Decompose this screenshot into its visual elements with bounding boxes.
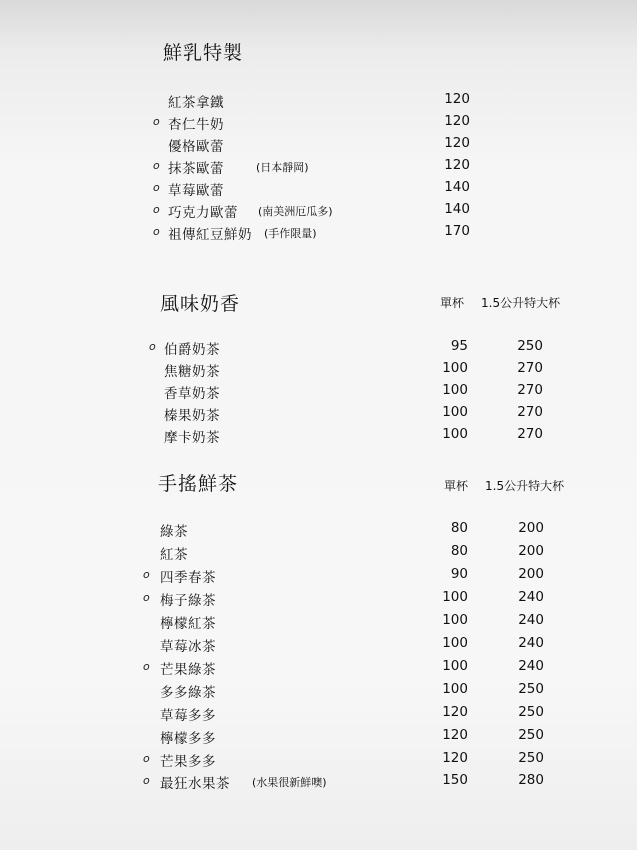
item-name: 摩卡奶茶 [164, 430, 220, 446]
item-large-price: 200 [518, 543, 544, 559]
menu-row [0, 679, 637, 701]
item-large-price: 240 [518, 589, 544, 605]
item-name: 紅茶 [160, 547, 188, 563]
column-header-large: 1.5公升特大杯 [485, 479, 565, 493]
item-name: 焦糖奶茶 [164, 364, 220, 380]
menu-row [0, 402, 637, 424]
menu-row [0, 177, 637, 199]
item-price: 95 [450, 338, 468, 354]
item-price: 120 [442, 704, 468, 720]
menu-row [0, 89, 637, 111]
item-name: 香草奶茶 [164, 386, 220, 402]
item-price: 100 [442, 658, 468, 674]
item-name: 綠茶 [160, 524, 188, 540]
item-price: 100 [442, 635, 468, 651]
menu-row [0, 725, 637, 747]
mark-o: o [143, 774, 150, 787]
item-price: 120 [444, 157, 470, 173]
item-price: 100 [442, 426, 468, 442]
menu-row [0, 633, 637, 655]
menu-row [0, 133, 637, 155]
item-name: 芒果綠茶 [160, 662, 216, 678]
menu-row [0, 221, 637, 243]
item-large-price: 250 [517, 338, 543, 354]
item-price: 150 [442, 772, 468, 788]
item-price: 100 [442, 382, 468, 398]
item-name: 芒果多多 [160, 754, 216, 770]
menu-row [0, 564, 637, 586]
item-name: 杏仁牛奶 [168, 117, 224, 133]
item-price: 100 [442, 360, 468, 376]
item-name: 四季春茶 [160, 570, 216, 586]
item-large-price: 240 [518, 658, 544, 674]
item-name: 梅子綠茶 [160, 593, 216, 609]
item-price: 100 [442, 589, 468, 605]
mark-o: o [153, 225, 160, 238]
menu-row [0, 702, 637, 724]
menu-row [0, 610, 637, 632]
item-large-price: 270 [517, 426, 543, 442]
section-title-fresh-tea: 手搖鮮茶 [158, 473, 239, 495]
item-name: 巧克力歐蕾 [168, 205, 238, 221]
menu-row [0, 656, 637, 678]
item-name: 草莓歐蕾 [168, 183, 224, 199]
item-large-price: 240 [518, 635, 544, 651]
item-large-price: 250 [518, 704, 544, 720]
item-large-price: 250 [518, 681, 544, 697]
menu-row [0, 518, 637, 540]
item-price: 140 [444, 201, 470, 217]
column-header-single: 單杯 [440, 296, 465, 310]
item-note: (手作限量) [264, 227, 317, 240]
item-name: 草莓冰茶 [160, 639, 216, 655]
item-large-price: 240 [518, 612, 544, 628]
item-name: 抹茶歐蕾 [168, 161, 224, 177]
column-header-large: 1.5公升特大杯 [481, 296, 561, 310]
menu-row [0, 380, 637, 402]
item-price: 100 [442, 612, 468, 628]
item-name: 伯爵奶茶 [164, 342, 220, 358]
item-name: 祖傳紅豆鮮奶 [168, 227, 252, 243]
item-name: 最狂水果茶 [160, 776, 230, 792]
section-title-fresh-milk: 鮮乳特製 [163, 42, 244, 64]
item-price: 80 [450, 543, 468, 559]
item-price: 120 [444, 91, 470, 107]
item-large-price: 200 [518, 566, 544, 582]
item-note: (日本靜岡) [256, 161, 309, 174]
column-header-single: 單杯 [444, 479, 469, 493]
item-price: 120 [444, 135, 470, 151]
item-name: 檸檬多多 [160, 731, 216, 747]
item-name: 檸檬紅茶 [160, 616, 216, 632]
item-name: 榛果奶茶 [164, 408, 220, 424]
item-price: 120 [442, 727, 468, 743]
mark-o: o [143, 591, 150, 604]
item-name: 紅茶拿鐵 [168, 95, 224, 111]
menu-row [0, 541, 637, 563]
item-large-price: 270 [517, 382, 543, 398]
mark-o: o [149, 340, 156, 353]
item-large-price: 250 [518, 750, 544, 766]
item-name: 優格歐蕾 [168, 139, 224, 155]
mark-o: o [143, 660, 150, 673]
item-price: 120 [444, 113, 470, 129]
section-title-milk-tea: 風味奶香 [160, 293, 241, 315]
item-large-price: 280 [518, 772, 544, 788]
item-price: 80 [450, 520, 468, 536]
mark-o: o [153, 203, 160, 216]
item-name: 草莓多多 [160, 708, 216, 724]
menu-row [0, 111, 637, 133]
mark-o: o [143, 568, 150, 581]
item-large-price: 200 [518, 520, 544, 536]
menu-row [0, 336, 637, 358]
item-note: (水果很新鮮噢) [252, 776, 327, 789]
item-name: 多多綠茶 [160, 685, 216, 701]
menu-row [0, 587, 637, 609]
item-large-price: 250 [518, 727, 544, 743]
mark-o: o [153, 159, 160, 172]
item-price: 90 [450, 566, 468, 582]
mark-o: o [153, 181, 160, 194]
item-price: 120 [442, 750, 468, 766]
menu-row [0, 424, 637, 446]
mark-o: o [153, 115, 160, 128]
item-note: (南美洲厄瓜多) [258, 205, 333, 218]
menu-row [0, 770, 637, 792]
menu-row [0, 199, 637, 221]
item-large-price: 270 [517, 404, 543, 420]
item-price: 100 [442, 404, 468, 420]
menu-row [0, 358, 637, 380]
item-price: 140 [444, 179, 470, 195]
menu-row [0, 155, 637, 177]
item-price: 100 [442, 681, 468, 697]
item-large-price: 270 [517, 360, 543, 376]
mark-o: o [143, 752, 150, 765]
item-price: 170 [444, 223, 470, 239]
menu-row [0, 748, 637, 770]
